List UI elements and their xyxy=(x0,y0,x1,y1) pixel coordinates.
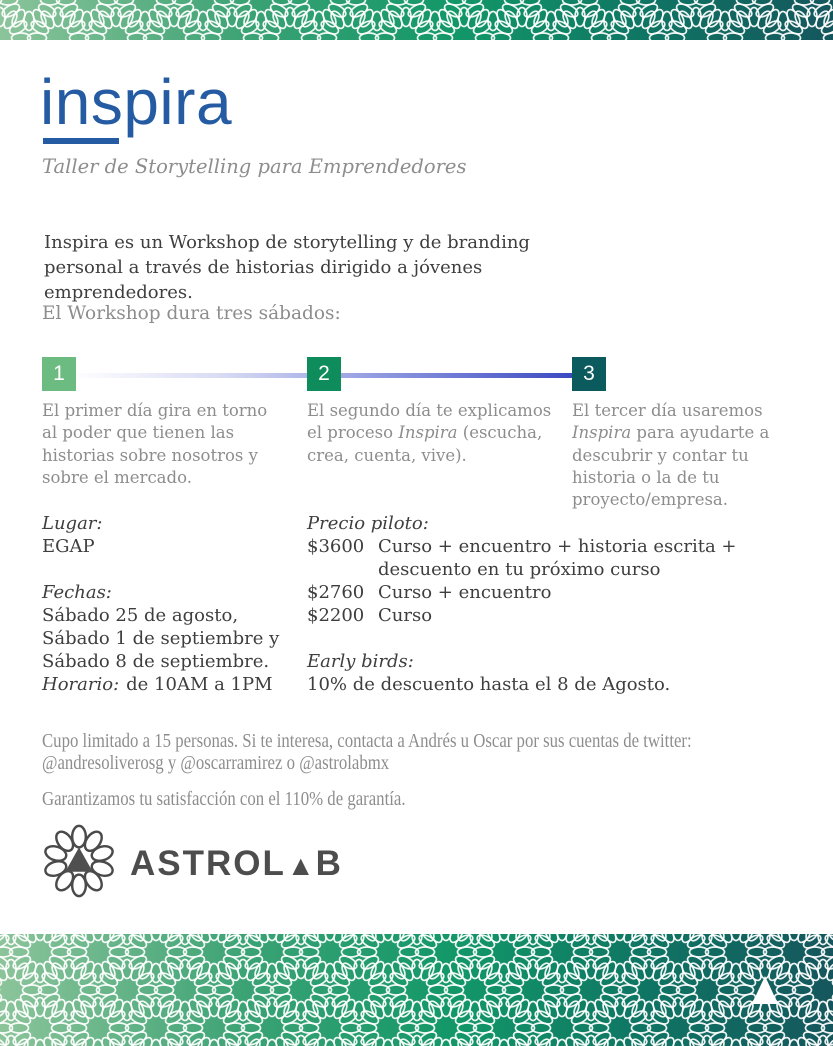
fecha-1: Sábado 25 de agosto, xyxy=(42,605,239,626)
price-row xyxy=(307,581,797,604)
price-description: Curso + encuentro + historia escrita + descuento en tu próximo curso xyxy=(378,536,737,580)
horario-line xyxy=(42,673,279,696)
inspira-logo: inspira xyxy=(40,66,233,138)
early-birds-label: Early birds: xyxy=(307,651,414,672)
astrolab-emblem-icon xyxy=(40,822,118,900)
step-2-badge xyxy=(307,357,341,391)
duration-text: El Workshop dura tres sábados: xyxy=(42,303,341,324)
contact-line-1: Cupo limitado a 15 personas. Si te interesa, contacta a Andrés u Oscar por sus cuentas de twitter: xyxy=(42,731,692,752)
price-amount: $2200 xyxy=(307,605,365,626)
price-row xyxy=(307,604,797,627)
price-description: Curso + encuentro xyxy=(378,582,552,603)
workshop-subtitle: Taller de Storytelling para Emprendedores xyxy=(42,155,467,178)
price-amount: $3600 xyxy=(307,536,365,557)
step-3-description: El tercer día usaremos Inspira para ayudarte a descubrir y contar tu historia o la de tu proyecto/empresa. xyxy=(572,401,770,510)
step-3-badge xyxy=(572,357,606,391)
bottom-border-pattern xyxy=(0,934,833,1046)
details-right-column xyxy=(307,512,797,696)
top-border-pattern xyxy=(0,0,833,40)
triangle-a-glyph: ▲ xyxy=(286,850,315,881)
fecha-3: Sábado 8 de septiembre. xyxy=(42,651,270,672)
guarantee-text: Garantizamos tu satisfacción con el 110% de garantía. xyxy=(42,789,406,810)
price-amount: $2760 xyxy=(307,582,365,603)
price-description: Curso xyxy=(378,605,433,626)
step-1-number: 1 xyxy=(53,362,65,385)
step-2-description: El segundo día te explicamos el proceso Inspira (escucha, crea, cuenta, vive). xyxy=(307,401,552,465)
fechas-label: Fechas: xyxy=(42,582,112,603)
early-birds-value: 10% de descuento hasta el 8 de Agosto. xyxy=(307,674,671,695)
lugar-label: Lugar: xyxy=(42,513,103,534)
lugar-value: EGAP xyxy=(42,536,95,557)
step-1-description: El primer día gira en torno al poder que tienen las historias sobre nosotros y sobre el mercado. xyxy=(42,401,268,487)
precio-label: Precio piloto: xyxy=(307,513,429,534)
contact-text xyxy=(42,731,833,774)
step-2-number: 2 xyxy=(318,362,330,385)
horario-value: de 10AM a 1PM xyxy=(126,674,273,695)
contact-line-2: @andresoliverosg y @oscarramirez o @astrolabmx xyxy=(42,752,390,774)
price-row xyxy=(307,535,797,581)
intro-text: Inspira es un Workshop de storytelling y de branding personal a través de historias dirigido a jóvenes emprendedores. xyxy=(44,232,530,304)
details-left-column xyxy=(42,512,279,696)
fecha-2: Sábado 1 de septiembre y xyxy=(42,628,280,649)
astrolab-wordmark: ASTROL▲B xyxy=(130,844,343,883)
step-3-number: 3 xyxy=(583,362,595,385)
horario-label: Horario: xyxy=(42,674,120,695)
logo-underline xyxy=(43,138,119,144)
step-1-badge xyxy=(42,357,76,391)
